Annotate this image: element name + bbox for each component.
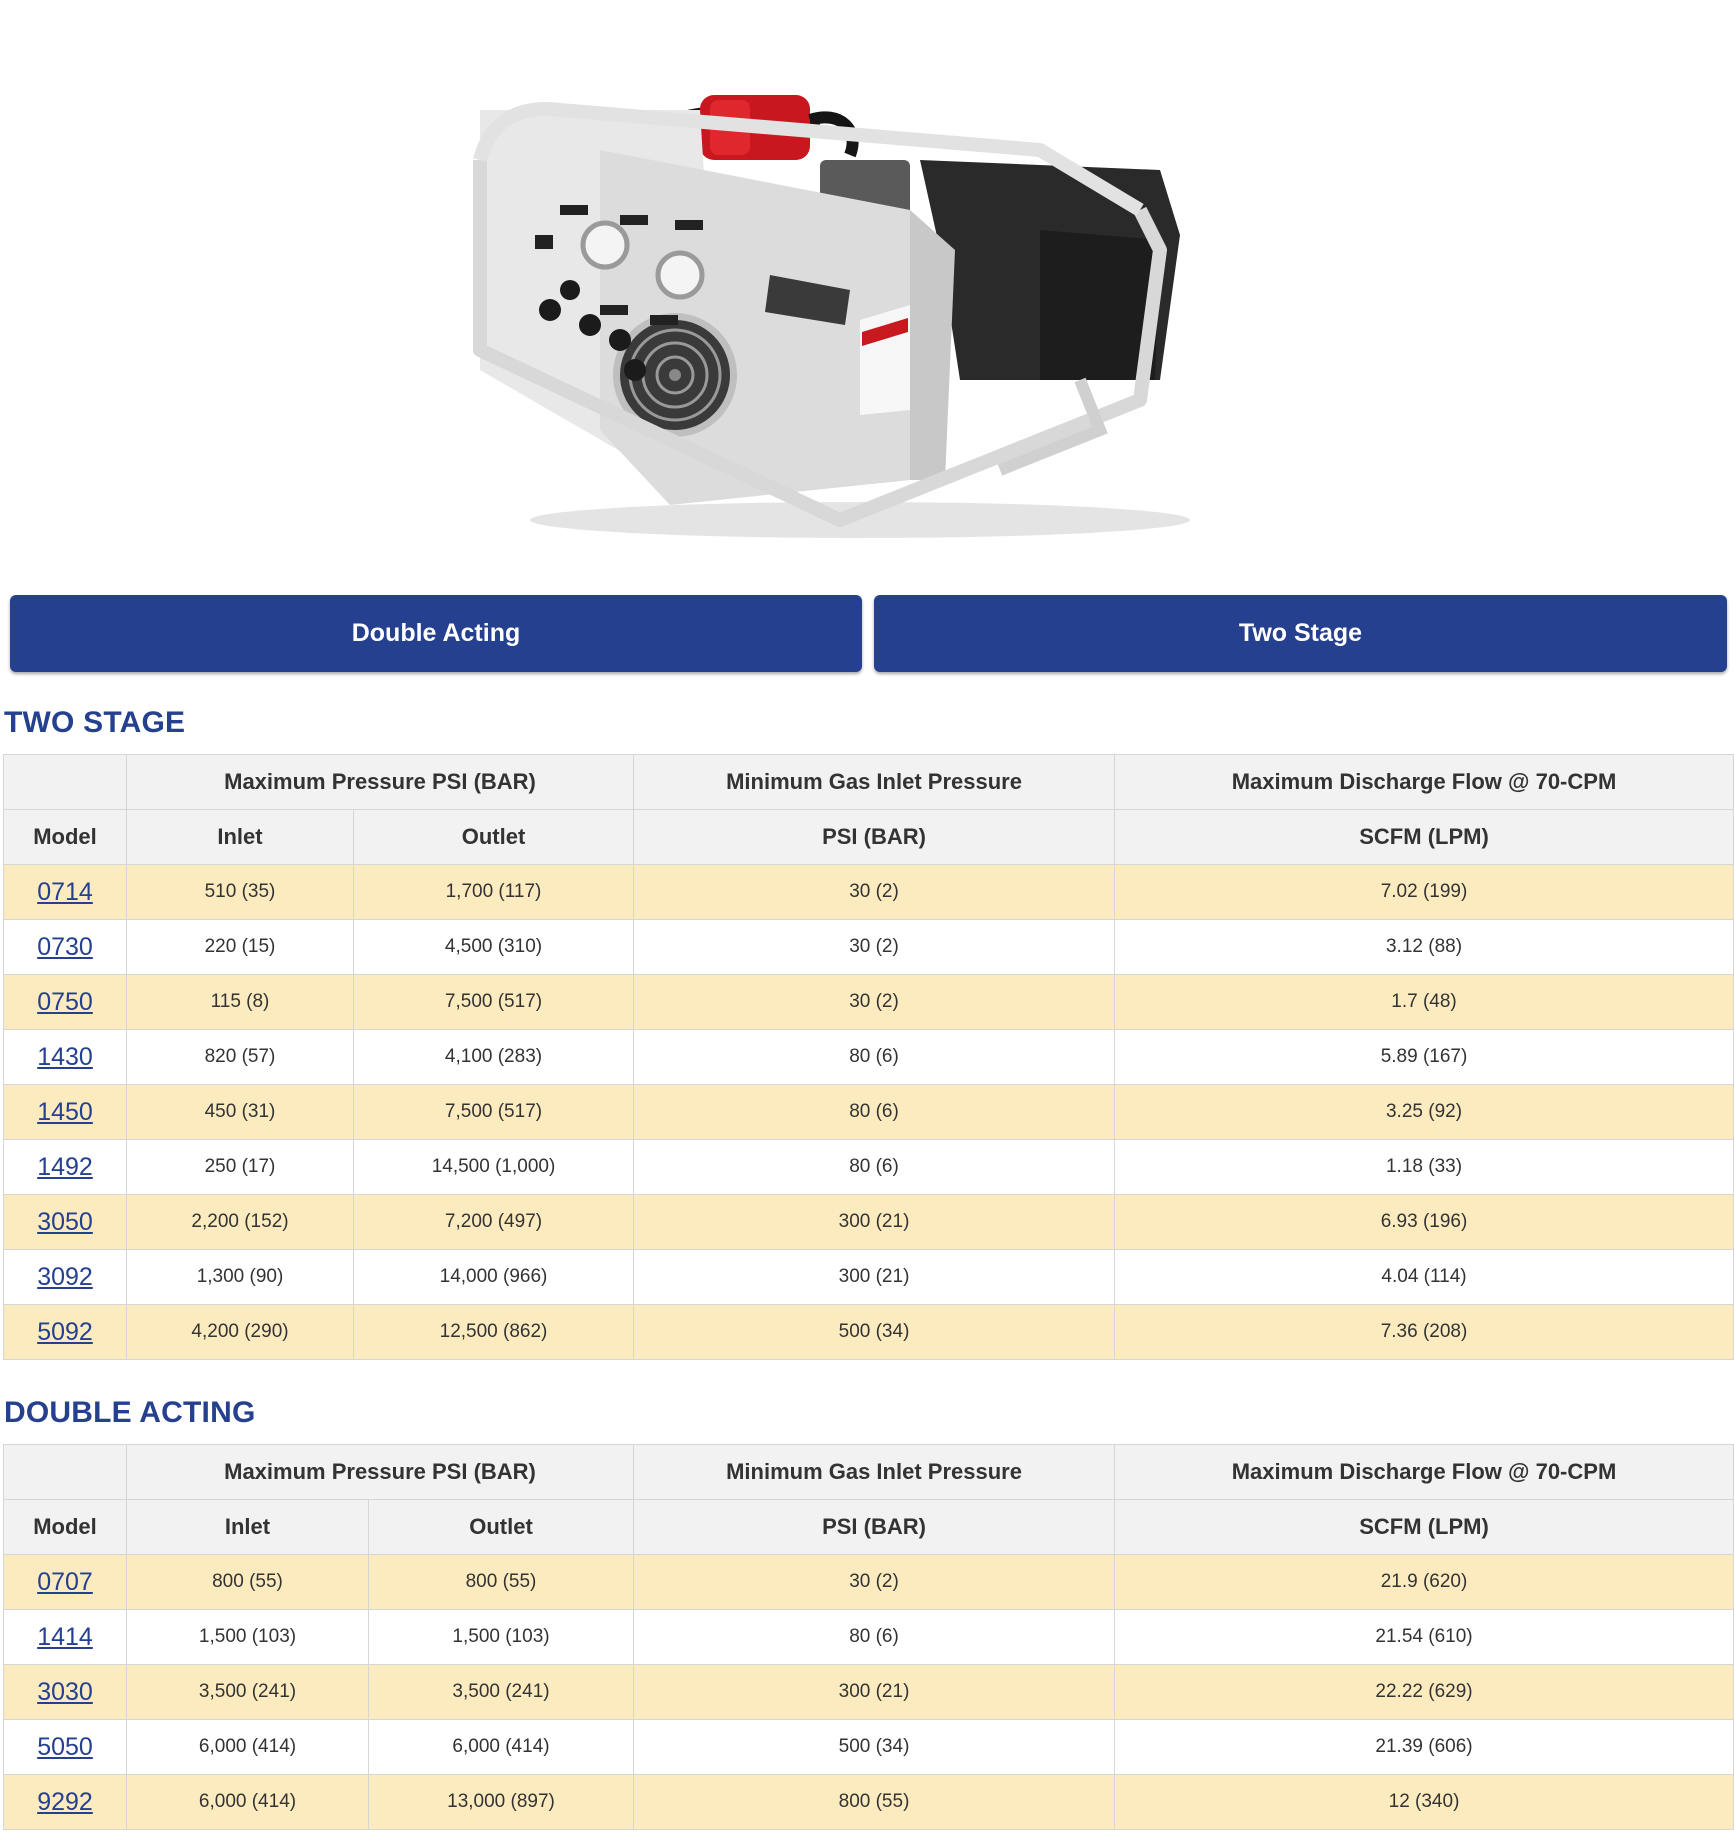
model-link[interactable]: 0750 — [37, 987, 93, 1016]
min-inlet-cell: 500 (34) — [634, 1305, 1115, 1360]
inlet-cell: 4,200 (290) — [127, 1305, 354, 1360]
min-inlet-cell: 30 (2) — [634, 920, 1115, 975]
model-cell — [4, 975, 127, 1030]
empty-header-cell — [4, 1445, 127, 1500]
flow-cell: 21.9 (620) — [1115, 1555, 1734, 1610]
two-stage-button[interactable]: Two Stage — [874, 595, 1727, 672]
model-cell — [4, 1140, 127, 1195]
flow-cell: 1.18 (33) — [1115, 1140, 1734, 1195]
double-acting-table — [3, 1444, 1734, 1830]
model-cell — [4, 1555, 127, 1610]
flow-cell: 1.7 (48) — [1115, 975, 1734, 1030]
model-link[interactable]: 3030 — [37, 1677, 93, 1706]
model-cell — [4, 1305, 127, 1360]
outlet-cell: 7,500 (517) — [354, 975, 634, 1030]
scfm-header: SCFM (LPM) — [1115, 1500, 1734, 1555]
double-acting-table-body — [4, 1555, 1734, 1830]
outlet-cell: 4,500 (310) — [354, 920, 634, 975]
model-link[interactable]: 5092 — [37, 1317, 93, 1346]
min-inlet-cell: 800 (55) — [634, 1775, 1115, 1830]
toggle-button-row — [10, 595, 1727, 672]
table-row — [4, 1085, 1734, 1140]
model-header: Model — [4, 810, 127, 865]
outlet-cell: 7,500 (517) — [354, 1085, 634, 1140]
outlet-cell: 7,200 (497) — [354, 1195, 634, 1250]
max-pressure-header: Maximum Pressure PSI (BAR) — [127, 755, 634, 810]
model-cell — [4, 1775, 127, 1830]
min-inlet-header: Minimum Gas Inlet Pressure — [634, 755, 1115, 810]
outlet-cell: 13,000 (897) — [369, 1775, 634, 1830]
inlet-cell: 800 (55) — [127, 1555, 369, 1610]
model-cell — [4, 1085, 127, 1140]
table-row — [4, 1250, 1734, 1305]
table-subheader-row — [4, 810, 1734, 865]
model-link[interactable]: 5050 — [37, 1732, 93, 1761]
outlet-cell: 4,100 (283) — [354, 1030, 634, 1085]
model-link[interactable]: 0707 — [37, 1567, 93, 1596]
min-inlet-cell: 500 (34) — [634, 1720, 1115, 1775]
inlet-cell: 3,500 (241) — [127, 1665, 369, 1720]
min-inlet-cell: 300 (21) — [634, 1250, 1115, 1305]
double-acting-title: DOUBLE ACTING — [4, 1396, 256, 1429]
model-cell — [4, 1610, 127, 1665]
table-row — [4, 920, 1734, 975]
outlet-cell: 12,500 (862) — [354, 1305, 634, 1360]
model-cell — [4, 1195, 127, 1250]
min-inlet-cell: 300 (21) — [634, 1195, 1115, 1250]
outlet-cell: 800 (55) — [369, 1555, 634, 1610]
max-flow-header: Maximum Discharge Flow @ 70-CPM — [1115, 1445, 1734, 1500]
product-image-area — [0, 0, 1734, 560]
flow-cell: 6.93 (196) — [1115, 1195, 1734, 1250]
inlet-cell: 1,500 (103) — [127, 1610, 369, 1665]
table-row — [4, 1140, 1734, 1195]
table-row — [4, 1720, 1734, 1775]
model-cell — [4, 865, 127, 920]
model-link[interactable]: 0730 — [37, 932, 93, 961]
inlet-cell: 250 (17) — [127, 1140, 354, 1195]
model-link[interactable]: 9292 — [37, 1787, 93, 1816]
two-stage-table — [3, 754, 1734, 1360]
table-row — [4, 1610, 1734, 1665]
min-inlet-header: Minimum Gas Inlet Pressure — [634, 1445, 1115, 1500]
inlet-cell: 220 (15) — [127, 920, 354, 975]
outlet-cell: 6,000 (414) — [369, 1720, 634, 1775]
table-row — [4, 1305, 1734, 1360]
min-inlet-cell: 80 (6) — [634, 1140, 1115, 1195]
model-link[interactable]: 1414 — [37, 1622, 93, 1651]
max-pressure-header: Maximum Pressure PSI (BAR) — [127, 1445, 634, 1500]
inlet-cell: 510 (35) — [127, 865, 354, 920]
model-cell — [4, 1720, 127, 1775]
table-row — [4, 865, 1734, 920]
model-link[interactable]: 3092 — [37, 1262, 93, 1291]
inlet-cell: 115 (8) — [127, 975, 354, 1030]
min-inlet-cell: 30 (2) — [634, 975, 1115, 1030]
inlet-cell: 6,000 (414) — [127, 1775, 369, 1830]
table-row — [4, 1030, 1734, 1085]
inlet-cell: 2,200 (152) — [127, 1195, 354, 1250]
model-link[interactable]: 1430 — [37, 1042, 93, 1071]
two-stage-table-body — [4, 865, 1734, 1360]
outlet-cell: 3,500 (241) — [369, 1665, 634, 1720]
model-link[interactable]: 3050 — [37, 1207, 93, 1236]
two-stage-title: TWO STAGE — [4, 706, 186, 739]
inlet-cell: 820 (57) — [127, 1030, 354, 1085]
table-header-row — [4, 755, 1734, 810]
flow-cell: 4.04 (114) — [1115, 1250, 1734, 1305]
table-subheader-row — [4, 1500, 1734, 1555]
flow-cell: 7.36 (208) — [1115, 1305, 1734, 1360]
model-cell — [4, 1665, 127, 1720]
flow-cell: 3.12 (88) — [1115, 920, 1734, 975]
flow-cell: 21.54 (610) — [1115, 1610, 1734, 1665]
inlet-cell: 1,300 (90) — [127, 1250, 354, 1305]
flow-cell: 3.25 (92) — [1115, 1085, 1734, 1140]
model-link[interactable]: 0714 — [37, 877, 93, 906]
gas-booster-unit-image — [440, 50, 1280, 550]
model-cell — [4, 1030, 127, 1085]
min-inlet-cell: 80 (6) — [634, 1610, 1115, 1665]
flow-cell: 7.02 (199) — [1115, 865, 1734, 920]
min-inlet-cell: 30 (2) — [634, 1555, 1115, 1610]
psi-bar-header: PSI (BAR) — [634, 810, 1115, 865]
flow-cell: 22.22 (629) — [1115, 1665, 1734, 1720]
flow-cell: 5.89 (167) — [1115, 1030, 1734, 1085]
table-row — [4, 1555, 1734, 1610]
min-inlet-cell: 80 (6) — [634, 1030, 1115, 1085]
model-link[interactable]: 1492 — [37, 1152, 93, 1181]
inlet-header: Inlet — [127, 810, 354, 865]
outlet-header: Outlet — [354, 810, 634, 865]
min-inlet-cell: 300 (21) — [634, 1665, 1115, 1720]
outlet-header: Outlet — [369, 1500, 634, 1555]
empty-header-cell — [4, 755, 127, 810]
min-inlet-cell: 30 (2) — [634, 865, 1115, 920]
inlet-cell: 450 (31) — [127, 1085, 354, 1140]
model-cell — [4, 1250, 127, 1305]
scfm-header: SCFM (LPM) — [1115, 810, 1734, 865]
psi-bar-header: PSI (BAR) — [634, 1500, 1115, 1555]
min-inlet-cell: 80 (6) — [634, 1085, 1115, 1140]
inlet-header: Inlet — [127, 1500, 369, 1555]
double-acting-button[interactable]: Double Acting — [10, 595, 862, 672]
table-header-row — [4, 1445, 1734, 1500]
outlet-cell: 14,000 (966) — [354, 1250, 634, 1305]
table-row — [4, 1195, 1734, 1250]
outlet-cell: 1,500 (103) — [369, 1610, 634, 1665]
outlet-cell: 1,700 (117) — [354, 865, 634, 920]
table-row — [4, 1775, 1734, 1830]
table-row — [4, 975, 1734, 1030]
inlet-cell: 6,000 (414) — [127, 1720, 369, 1775]
model-link[interactable]: 1450 — [37, 1097, 93, 1126]
flow-cell: 12 (340) — [1115, 1775, 1734, 1830]
flow-cell: 21.39 (606) — [1115, 1720, 1734, 1775]
outlet-cell: 14,500 (1,000) — [354, 1140, 634, 1195]
model-cell — [4, 920, 127, 975]
model-header: Model — [4, 1500, 127, 1555]
max-flow-header: Maximum Discharge Flow @ 70-CPM — [1115, 755, 1734, 810]
table-row — [4, 1665, 1734, 1720]
